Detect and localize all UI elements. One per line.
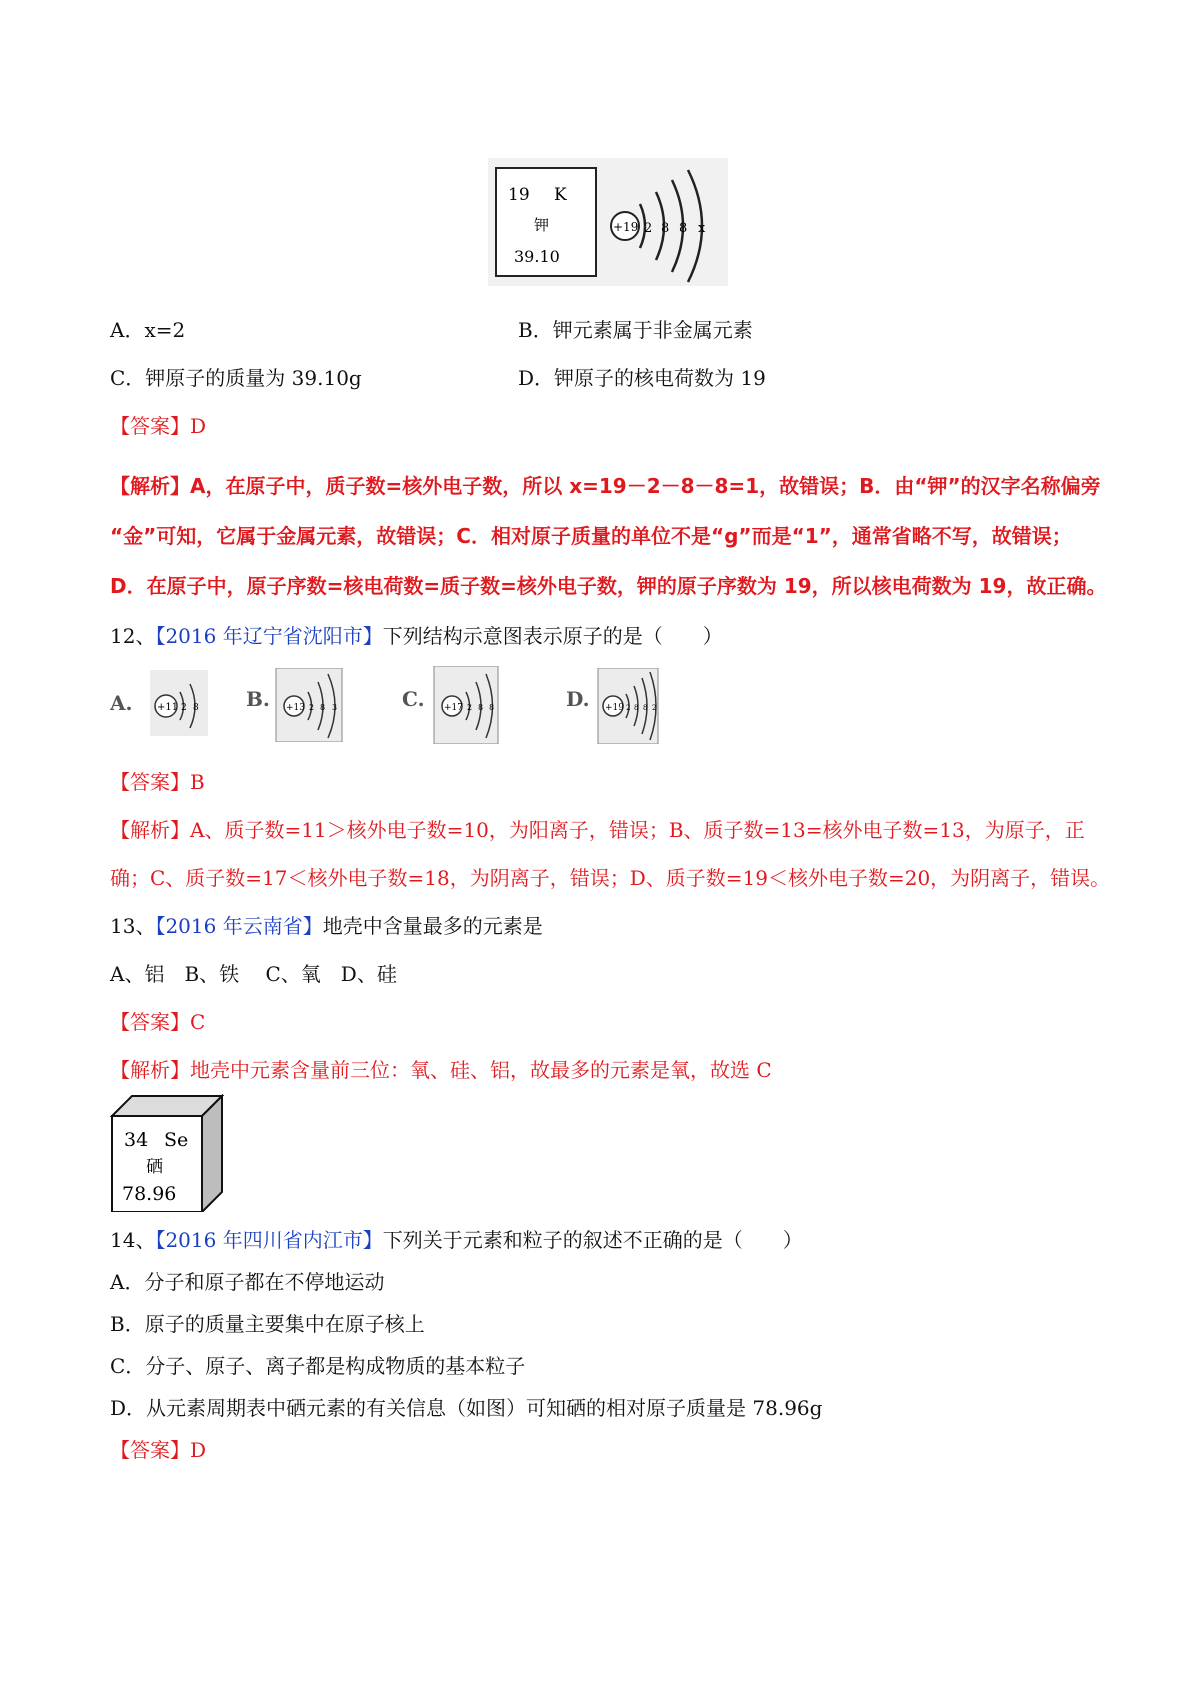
shell-electrons-4: 2 <box>652 704 657 712</box>
diagram-label: C. <box>402 687 425 711</box>
shell-electrons-3: 3 <box>332 703 338 712</box>
q13-heading <box>110 914 543 938</box>
cube-side-face <box>202 1096 222 1212</box>
q14-number: 14、 <box>110 1228 156 1252</box>
element-mass: 39.10 <box>514 247 560 266</box>
element-symbol: K <box>554 185 567 205</box>
shell-electrons-2: 8 <box>320 703 326 712</box>
diagram-label: B. <box>246 687 270 711</box>
q13-options: A、铝 B、铁 C、氧 D、硅 <box>110 962 397 986</box>
q11-option-c: C．钾原子的质量为 39.10g <box>110 366 362 390</box>
element-number: 34 <box>124 1129 149 1151</box>
shell-electrons-3: 8 <box>643 704 648 712</box>
q13-source: 【2016 年云南省】 <box>155 914 323 938</box>
shell-electrons-2: 8 <box>634 704 639 712</box>
q11-option-d: D．钾原子的核电荷数为 19 <box>518 366 766 390</box>
q13-answer: 【答案】C <box>110 1010 206 1034</box>
q13-stem: 地壳中含量最多的元素是 <box>322 914 543 938</box>
q14-heading <box>110 1228 803 1252</box>
q13-analysis: 【解析】地壳中元素含量前三位：氧、硅、铝，故最多的元素是氧，故选 C <box>110 1058 772 1082</box>
q11-analysis-line-3: D．在原子中，原子序数=核电荷数=质子数=核外电子数，钾的原子序数为 19，所以核电荷数为 19，故正确。 <box>110 574 1107 598</box>
q11-analysis-line-1: 【解析】A，在原子中，质子数=核外电子数，所以 x=19－2－8－8=1，故错误；B．由“钾”的汉字名称偏旁 <box>110 474 1101 498</box>
selenium-figure <box>110 1094 224 1212</box>
shell-electrons-1: 2 <box>626 704 631 712</box>
shell-electrons-2: 8 <box>661 221 670 236</box>
q12-heading <box>110 624 723 648</box>
shell-electrons-1: 2 <box>644 221 653 236</box>
shell-electrons-1: 2 <box>467 703 473 712</box>
shell-electrons-4: x <box>698 221 706 236</box>
q12-diagram-c <box>402 666 502 744</box>
q12-analysis-line-1: 【解析】A、质子数=11＞核外电子数=10，为阳离子，错误；B、质子数=13=核外电子数=13，为原子，正 <box>110 818 1085 842</box>
nucleus-charge: +19 <box>613 220 639 234</box>
q14-answer: 【答案】D <box>110 1438 207 1462</box>
q12-answer: 【答案】B <box>110 770 205 794</box>
potassium-figure <box>488 158 728 286</box>
shell-electrons-1: 2 <box>309 703 315 712</box>
element-mass: 78.96 <box>122 1183 177 1205</box>
q12-diagram-b <box>246 668 346 742</box>
q12-analysis-line-2: 确；C、质子数=17＜核外电子数=18，为阴离子，错误；D、质子数=19＜核外电子数=20，为阴离子，错误。 <box>110 866 1111 890</box>
nucleus-charge: +11 <box>157 702 179 713</box>
nucleus-charge: +17 <box>444 703 463 713</box>
shell-electrons-3: 8 <box>489 703 495 712</box>
element-symbol: Se <box>164 1129 189 1151</box>
shell-electrons-2: 8 <box>193 703 199 713</box>
shell-electrons-3: 8 <box>679 221 688 236</box>
nucleus-charge: +19 <box>605 703 624 713</box>
shell-electrons-2: 8 <box>478 703 484 712</box>
diagram-label: A. <box>110 691 133 715</box>
q12-diagram-a <box>110 670 210 736</box>
shell-electrons-1: 2 <box>181 703 187 713</box>
element-name: 硒 <box>146 1157 163 1177</box>
q12-stem: 下列结构示意图表示原子的是（ ） <box>382 624 723 648</box>
q14-stem: 下列关于元素和粒子的叙述不正确的是（ ） <box>382 1228 803 1252</box>
q14-option-c: C．分子、原子、离子都是构成物质的基本粒子 <box>110 1354 526 1378</box>
diagram-label: D. <box>566 687 590 711</box>
q13-number: 13、 <box>110 914 156 938</box>
q14-option-d: D．从元素周期表中硒元素的有关信息（如图）可知硒的相对原子质量是 78.96g <box>110 1396 823 1420</box>
q11-option-a: A．x=2 <box>110 318 186 342</box>
q11-analysis-line-2: “金”可知，它属于金属元素，故错误；C．相对原子质量的单位不是“g”而是“1”，通常省略不写，故错误； <box>110 524 1072 548</box>
q12-number: 12、 <box>110 624 156 648</box>
q12-diagram-d <box>566 668 666 744</box>
q11-option-b: B．钾元素属于非金属元素 <box>518 318 753 342</box>
q12-source: 【2016 年辽宁省沈阳市】 <box>155 624 383 648</box>
q14-option-b: B．原子的质量主要集中在原子核上 <box>110 1312 425 1336</box>
element-number: 19 <box>508 185 530 205</box>
q14-source: 【2016 年四川省内江市】 <box>155 1228 383 1252</box>
nucleus-charge: +13 <box>286 703 305 713</box>
element-name: 钾 <box>534 216 550 234</box>
q14-option-a: A．分子和原子都在不停地运动 <box>110 1270 385 1294</box>
q11-answer: 【答案】D <box>110 414 207 438</box>
